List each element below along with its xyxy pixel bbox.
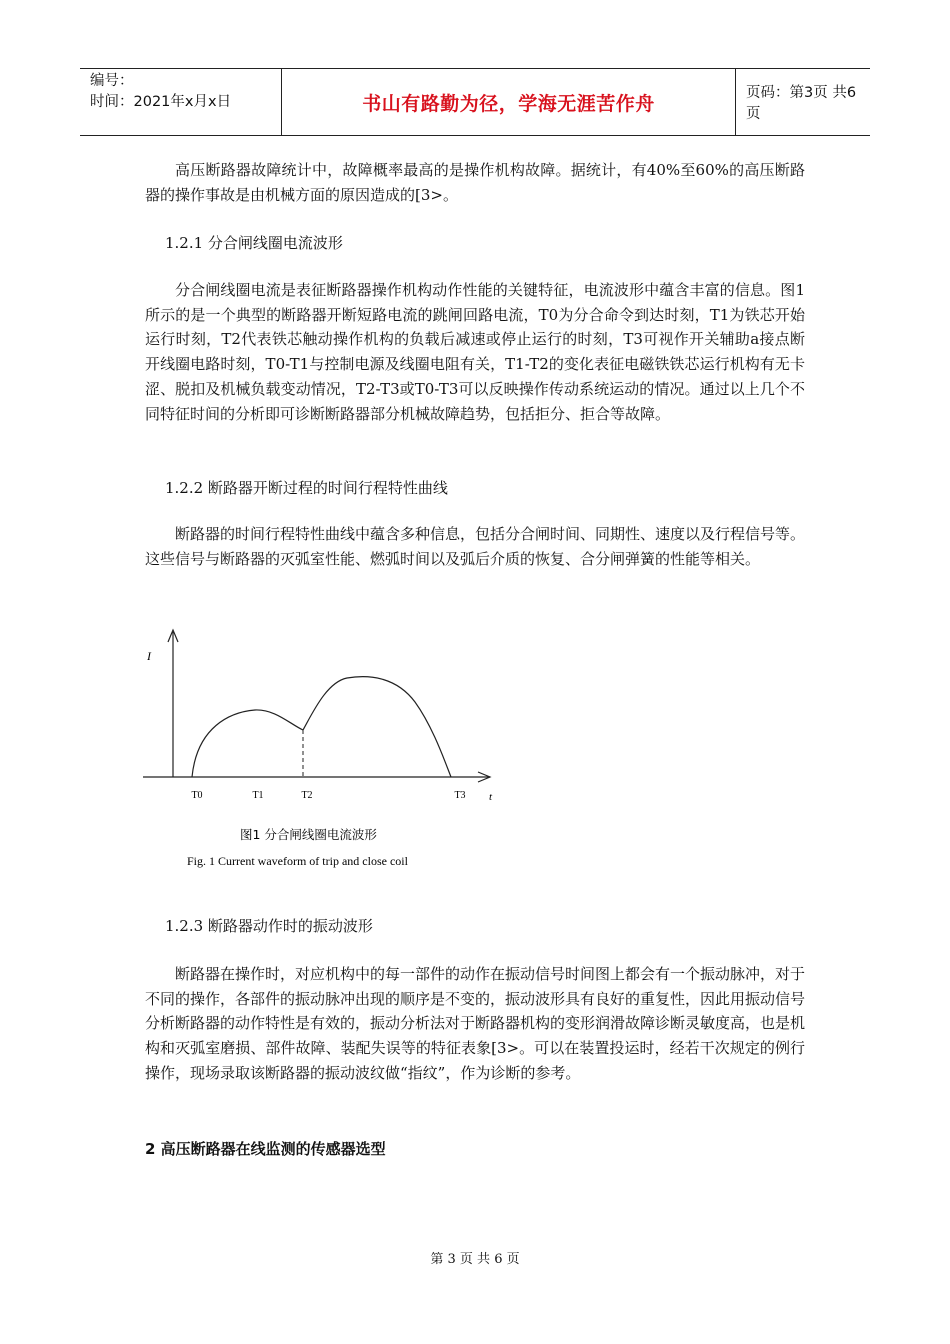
- paragraph-coil-current: 分合闸线圈电流是表征断路器操作机构动作性能的关键特征，电流波形中蕴含丰富的信息。图1所示的是一个典型的断路器开断短路电流的跳闸回路电流，T0为分合命令到达时刻，T1为铁芯开始运行时刻，T2代表铁芯触动操作机构的负载后减速或停止运行的时刻，T3可视作开关辅助a接点断开线圈电路时刻，T0-T1与控制电源及线圈电阻有关，T1-T2的变化表征电磁铁铁芯运行机构有无卡涩、脱扣及机械负载变动情况，T2-T3或T0-T3可以反映操作传动系统运动的情况。通过以上几个不同特征时间的分析即可诊断断路器部分机械故障趋势，包括拒分、拒合等故障。: [145, 281, 805, 423]
- motto: 书山有路勤为径，学海无涯苦作舟: [362, 92, 655, 115]
- current-waveform: [192, 677, 451, 777]
- tick-t3: T3: [454, 790, 466, 801]
- heading-1-2-3: 1.2.3 断路器动作时的振动波形: [165, 917, 373, 935]
- x-axis-label: t: [489, 791, 493, 803]
- heading-1-2-2: 1.2.2 断路器开断过程的时间行程特性曲线: [165, 479, 448, 497]
- coil-current-chart: [135, 622, 505, 874]
- heading-1-2-1: 1.2.1 分合闸线圈电流波形: [165, 234, 343, 252]
- caption-cn: 图1 分合闸线圈电流波形: [240, 827, 377, 842]
- time-label: 时间：2021年x月x日: [90, 94, 232, 110]
- paragraph-intro: 高压断路器故障统计中，故障概率最高的是操作机构故障。据统计，有40%至60%的高压断路器的操作事故是由机械方面的原因造成的[3>。: [145, 161, 805, 204]
- figure-coil-current: [135, 622, 505, 874]
- paragraph-vibration: 断路器在操作时，对应机构中的每一部件的动作在振动信号时间图上都会有一个振动脉冲，对于不同的操作，各部件的振动脉冲出现的顺序是不变的，振动波形具有良好的重复性，因此用振动信号分析断路器的动作特性是有效的，振动分析法对于断路器机构的变形润滑故障诊断灵敏度高，也是机构和灭弧室磨损、部件故障、装配失误等的特征表象[3>。可以在装置投运时，经若干次规定的例行操作，现场录取该断路器的振动波纹做“指纹”，作为诊断的参考。: [145, 965, 806, 1082]
- header-motto-cell: [282, 69, 736, 135]
- caption-en: Fig. 1 Current waveform of trip and close coil: [187, 854, 408, 868]
- tick-t1: T1: [252, 790, 264, 801]
- y-axis-label: I: [147, 649, 151, 663]
- number-label: 编号：: [90, 73, 134, 89]
- header-left-cell: [80, 69, 282, 135]
- page-header: [80, 68, 870, 136]
- tick-t2: T2: [301, 790, 313, 801]
- tick-t0: T0: [191, 790, 203, 801]
- paragraph-travel-curve: 断路器的时间行程特性曲线中蕴含多种信息，包括分合闸时间、同期性、速度以及行程信号等。这些信号与断路器的灭弧室性能、燃弧时间以及弧后介质的恢复、合分闸弹簧的性能等相关。: [145, 525, 806, 568]
- page-label: 页码：第3页 共6页: [746, 85, 857, 122]
- page-footer: 第 3 页 共 6 页: [430, 1252, 520, 1267]
- header-page-cell: [736, 69, 870, 135]
- heading-2: 2 高压断路器在线监测的传感器选型: [145, 1140, 386, 1158]
